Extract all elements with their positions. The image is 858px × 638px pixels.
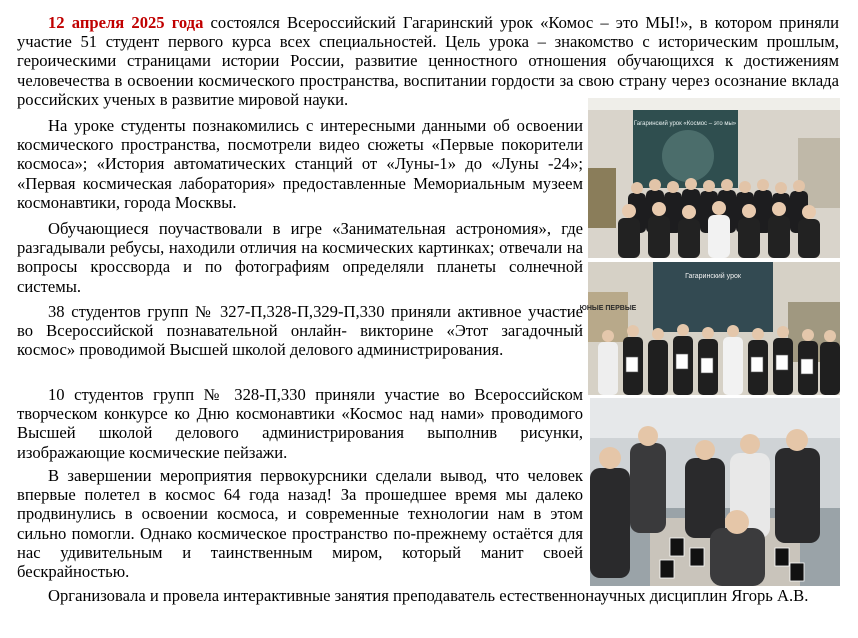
paragraph-videos: На уроке студенты познакомились с интересными данными об освоении космического пространства, посмотрели видео сюжеты «Первые покорители космоса»; «История автоматических станций от «Луны-1» до «Луны -24»; «Первая космическая лаборатория» предоставленные Мемориальным музеем космонавтики, города Москвы.	[17, 116, 583, 212]
paragraph-game: Обучающиеся поучаствовали в игре «Занимательная астрономия», где разгадывали ребусы, находили отличия на космических картинках; отвечали на вопросы кроссворда и по фотографиям определяли планеты солнечной системы.	[17, 219, 583, 296]
intro-text: состоялся Всероссийский Гагаринский урок «Комос – это МЫ!», в котором приняли участие 51 студент первого курса всех специальностей. Цель урока – знакомство с историческим прошлым, героическими страницами истории России, развитие ценностного отношения обучающихся к достижениям человечества в освоении космического пространства, воспитании гордости за свою страну через осознание вклада российских ученых в развитие мировой науки.	[17, 13, 839, 109]
paragraph-conclusion: В завершении мероприятия первокурсники сделали вывод, что человек впервые полетел в космос 64 года назад! За прошедшее время мы далеко продвинулись в освоении космоса, и современные технологии нам в этом сильно помогли. Однако космическое пространство по-прежнему остаётся для нас удивительным и таинственным миром, который манит своей бескрайностью.	[17, 466, 583, 582]
photo-students-game	[590, 398, 840, 586]
paragraph-organizer: Организовала и провела интерактивные занятия преподаватель естественнонаучных дисциплин Ягорь А.В.	[48, 586, 809, 605]
screen-caption: Гагаринский урок «Космос – это мы»	[633, 121, 737, 127]
photo-students-drawings	[579, 262, 840, 395]
screen2-caption: Гагаринский урок	[685, 273, 741, 280]
photo-students-screen	[588, 98, 840, 258]
event-date: 12 апреля 2025 года	[48, 13, 204, 32]
paragraph-contest: 10 студентов групп № 328-П,330 приняли участие во Всероссийском творческом конкурсе ко Дню космонавтики «Космос над нами» проводимого Высшей школой делового администрирования выполнив рисунки, изображающие космические пейзажи.	[17, 385, 583, 462]
board-text: ЮНЫЕ ПЕРВЫЕ	[579, 305, 637, 312]
paragraph-quiz: 38 студентов групп № 327-П,328-П,329-П,330 приняли активное участие во Всероссийской познавательной онлайн- викторине «Этот загадочный космос» проводимой Высшей школой делового администрирования.	[17, 302, 583, 360]
paragraph-intro	[17, 13, 839, 109]
